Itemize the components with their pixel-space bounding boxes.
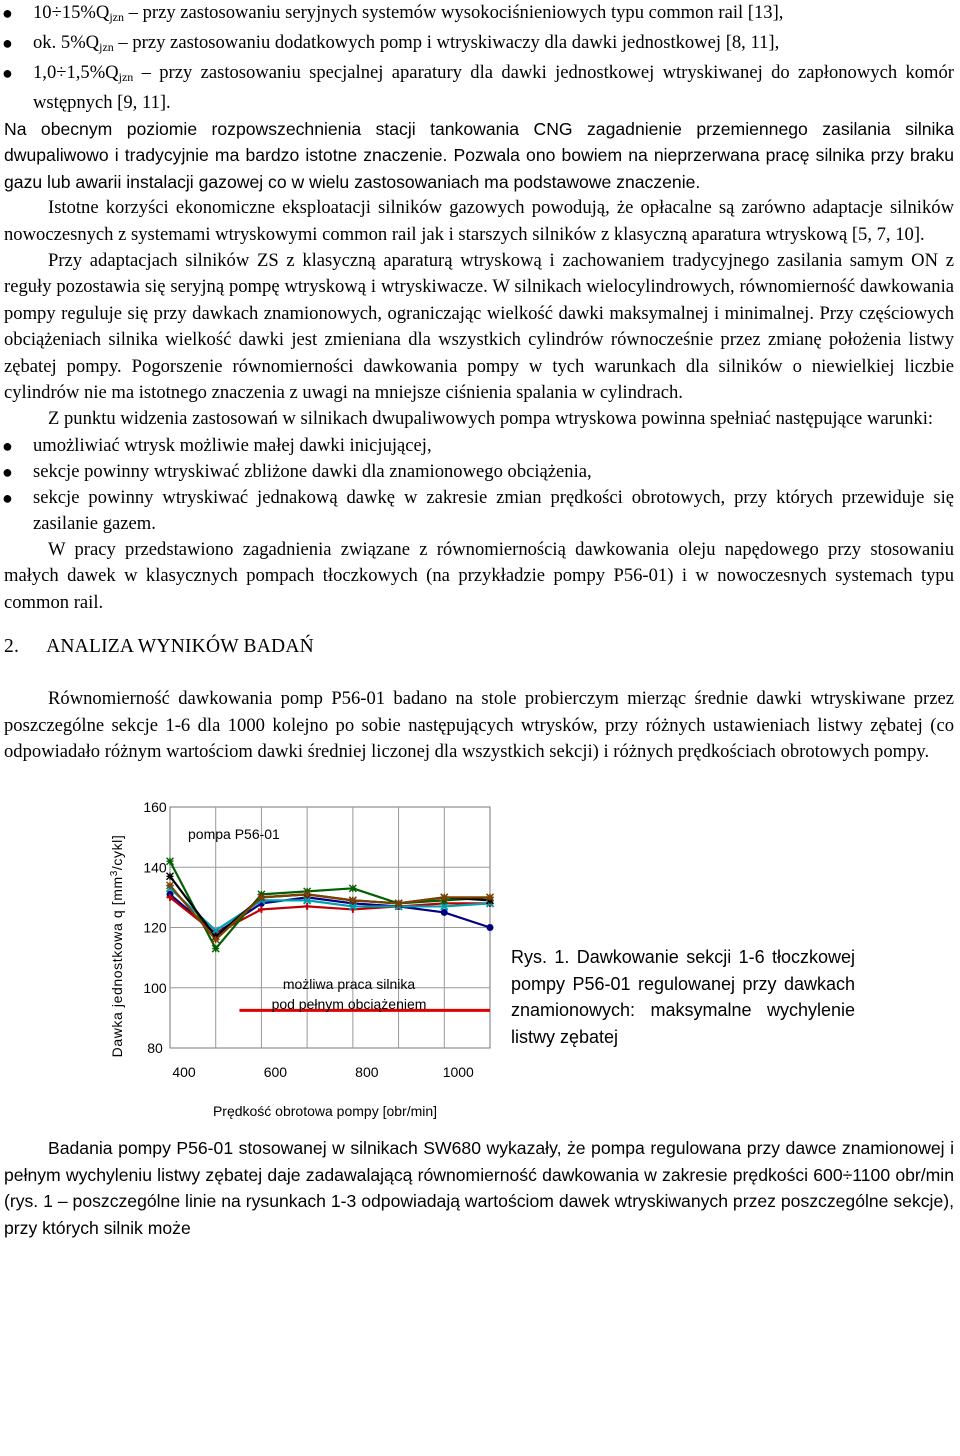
list-item: ● $10\div 15\%Q_{jzn}$ – przy zastosowaniu seryjnych systemów wysokociśnieniowych typu common rail [13], [2,2,784,24]
list-item: ● $1,0\div 1,5\%Q_{jzn}$ – przy zastosowaniu specjalnej aparatury dla dawki jednostkowej wtryskiwanej do zapłonowych komór wstępnych [9, 11]. [2,62,954,113]
data-point [441,894,448,901]
bullet-icon: ● [2,487,13,508]
y-tick-label: 100 [143,980,167,997]
list-item: ● sekcje powinny wtryskiwać zbliżone dawki dla znamionowego obciążenia, [0,459,954,485]
data-point [167,882,174,889]
paragraph-cng: Na obecnym poziomie rozpowszechnienia stacji tankowania CNG zagadnienie przemiennego zasilania silnika dwupaliwowo i tradycyjnie ma bardzo istotne znaczenie. Pozwala ono bowiem na nieprzerwana pracę silnika przy braku gazu lub awarii instalacji gazowej co w wielu zastosowaniach ma podstawowe znaczenie. [4,119,954,192]
data-point [212,945,219,952]
x-tick-label: 600 [263,1064,288,1081]
bullet-icon: ● [2,33,13,53]
bullet-list-mid [0,433,960,537]
section-number: 2. [4,636,20,658]
paragraph-punkt: Z punktu widzenia zastosowań w silnikach dwupaliwowych pompa wtryskowa powinna spełniać następujące warunki: [48,408,934,430]
y-tick-label: 120 [143,919,167,936]
bullet-icon: ● [2,63,13,83]
dose-chart [0,781,500,1131]
data-point [167,873,174,880]
data-point [487,924,494,931]
chart-y-label: Dawka jednostkowa q $[mm^3/cykl]$ [108,834,125,1058]
y-tick-label: 160 [143,799,167,816]
bullet-icon: ● [2,3,13,23]
paragraph-adaptacje: Przy adaptacjach silników ZS z klasyczną aparaturą wtryskową i zachowaniem tradycyjnego zasilania samym ON z reguły pozostawia się seryjną pompę wtryskową i wtryskiwacze. W silnikach wielocylindrowych, równomierność dawkowania pompy reguluje się przy dawkach znamionowych, ograniczając wielkość dawki maksymalnej i minimalnej. Przy częściowych obciążeniach silnika wielkość dawki jest zmieniana dla wszystkich cylindrów równocześnie przez zmianę położenia listwy zębatej pompy. Pogorszenie równomierności dawkowania pompy w tych warunkach dla silników o niewielkiej liczbie cylindrów nie ma istotnego znaczenia z uwagi na mniejsze ciśnienia spalania w cylindrach. [4,250,954,404]
data-point [167,858,174,865]
figure-caption: Rys. 1. Dawkowanie sekcji 1-6 tłoczkowej pompy P56-01 regulowanej przy dawkach znamionowych: maksymalne wychylenie listwy zębatej [511,947,855,1047]
list-item: ● ok. $5\%Q_{jzn}$ – przy zastosowaniu dodatkowych pomp i wtryskiwaczy dla dawki jednostkowej [8, 11], [2,32,780,54]
data-point [304,891,311,898]
chart-annotation-top: pompa P56-01 [188,826,280,843]
figure-1 [0,781,960,1131]
list-item: ● sekcje powinny wtryskiwać jednakową dawkę w zakresie zmian prędkości obrotowych, przy których przewiduje się zasilanie gazem. [2,486,954,534]
data-point [258,894,265,901]
data-point [395,900,402,907]
y-tick-label: 80 [147,1040,163,1057]
x-tick-label: 800 [355,1064,379,1081]
paragraph-rownomiernosc: Równomierność dawkowania pomp P56-01 badano na stole probierczym mierząc średnie dawki wtryskiwane przez poszczególne sekcje 1-6 dla 1000 kolejno po sobie następujących wtrysków, przy różnych ustawieniach listwy zębatej (co odpowiadało różnym wartościom dawki średniej liczonej dla wszystkich sekcji) i różnych prędkościach obrotowych pompy. [4,688,954,762]
section-heading [4,636,960,658]
bullet-icon: ● [2,461,13,482]
data-point [212,936,219,943]
paragraph-praca: W pracy przedstawiono zagadnienia związane z równomiernością dawkowania oleju napędowego przy stosowaniu małych dawek w klasycznych pompach tłoczkowych (na przykładzie pompy P56-01) i w nowoczesnych systemach typu common rail. [4,538,954,613]
data-point [349,897,356,904]
y-tick-label: 140 [143,859,167,876]
chart-annotation-mid-line-1: możliwa praca silnika [282,976,416,993]
section-title-text: ANALIZA WYNIKÓW BADAŃ [46,636,314,658]
bullet-icon: ● [2,435,13,456]
bullet-list-top [0,0,960,116]
paragraph-badania: Badania pompy P56-01 stosowanej w silnikach SW680 wykazały, że pompa regulowana przy dawce znamionowej i pełnym wychyleniu listwy zębatej daje zadawalającą równomierność dawkowania w zakresie prędkości 600÷1100 obr/min (rys. 1 – poszczególne linie na rysunkach 1-3 odpowiadają wartościom dawek wtryskiwanych przez poszczególne sekcje), przy których silnik może [4,1138,954,1238]
x-tick-label: 1000 [442,1064,474,1081]
chart-x-label: Prędkość obrotowa pompy [obr/min] [212,1103,438,1120]
paragraph-korzysci: Istotne korzyści ekonomiczne eksploatacji silników gazowych powodują, że opłacalne są zarówno adaptacje silników nowoczesnych z systemami wtryskowymi common rail jak i starszych silników z klasyczną aparatura wtryskową [5, 7, 10]. [4,197,954,245]
data-point [487,894,494,901]
list-item: ● umożliwiać wtrysk możliwie małej dawki inicjującej, [0,433,954,459]
x-tick-label: 400 [172,1064,196,1081]
data-point [349,885,356,892]
chart-annotation-mid-line-2: pod pełnym obciążeniem [271,996,427,1013]
